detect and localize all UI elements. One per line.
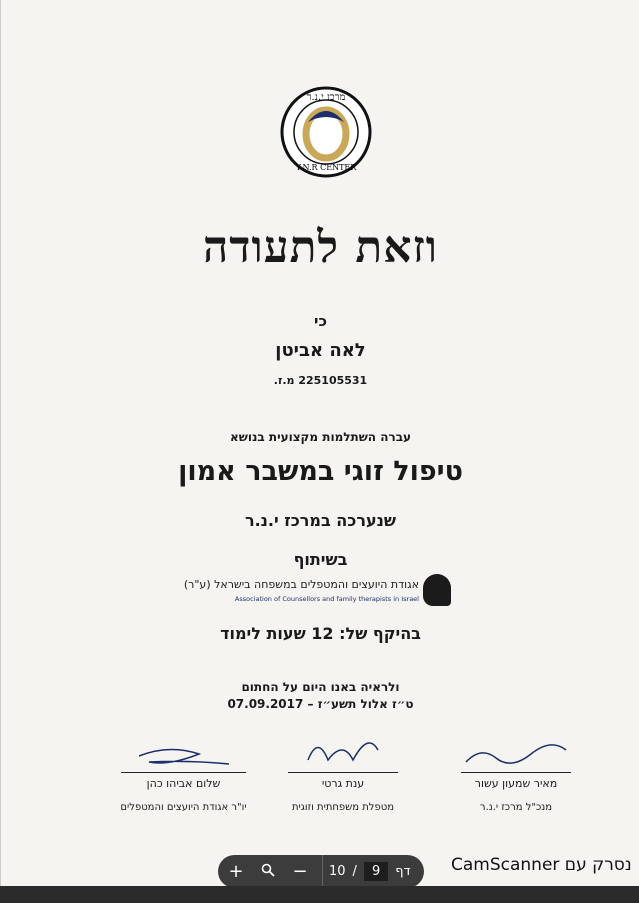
ynr-center-logo (278, 86, 374, 178)
fit-zoom-button[interactable] (252, 861, 284, 882)
total-pages: 10 (329, 864, 346, 879)
recipient-name: לאה אביטן (275, 340, 366, 361)
next-page-strip (0, 886, 639, 903)
signature-block (91, 742, 276, 813)
current-page-input[interactable]: 9 (364, 862, 388, 881)
signatory-role: יו"ר אגודת היועצים והמטפלים (120, 802, 247, 813)
signatory-name: מאיר שמעון עשור (474, 777, 558, 790)
page-label: דף (395, 864, 411, 879)
date: ט״ז אלול תשע״ז – 07.09.2017 (227, 697, 414, 711)
association-logo (183, 574, 451, 608)
signature-block (258, 730, 428, 813)
signature (288, 730, 398, 768)
held-at: שנערכה במרכז י.נ.ר (244, 511, 397, 530)
head-icon (423, 574, 451, 606)
passed-text: עברה השתלמות מקצועית בנושא (229, 430, 412, 444)
svg-text:מרכז י.נ.ר: מרכז י.נ.ר (306, 92, 346, 103)
zoom-in-button[interactable]: + (228, 861, 244, 882)
course-subject: טיפול זוגי במשבר אמון (178, 456, 463, 487)
signatory-role: מטפלת משפחתית וזוגית (291, 802, 394, 813)
partnership: בשיתוף (293, 550, 348, 569)
svg-text:Y.N.R CENTER: Y.N.R CENTER (295, 163, 357, 172)
viewer-toolbar (218, 855, 424, 888)
scope: בהיקף של: 12 שעות לימוד (220, 624, 421, 643)
zoom-out-button[interactable]: − (292, 861, 308, 882)
association-name-he: אגודת היועצים והמטפלים במשפחה בישראל (ע"ר) (183, 578, 419, 591)
page-separator: / (352, 864, 357, 879)
signatory-role: מנכ"ל מרכז י.נ.ר (479, 802, 553, 813)
certificate-title: וזאת לתעודה (203, 222, 438, 273)
camscanner-footer: נסרק עם CamScanner (451, 855, 632, 875)
sealed-text: ולראיה באנו היום על החתום (241, 680, 400, 694)
divider (322, 855, 323, 888)
signatory-name: שלום אביהו כהן (146, 777, 221, 790)
signatory-name: ענת גרטי (321, 777, 365, 790)
signature (129, 742, 239, 768)
magnifier-icon (261, 863, 275, 877)
ki-text: כי (314, 312, 327, 330)
signature-block (431, 742, 601, 813)
id-number: 225105531 מ.ז. (273, 374, 368, 387)
association-name-en: Association of Counsellors and family therapists in Israel (234, 595, 419, 603)
signature (461, 742, 571, 768)
